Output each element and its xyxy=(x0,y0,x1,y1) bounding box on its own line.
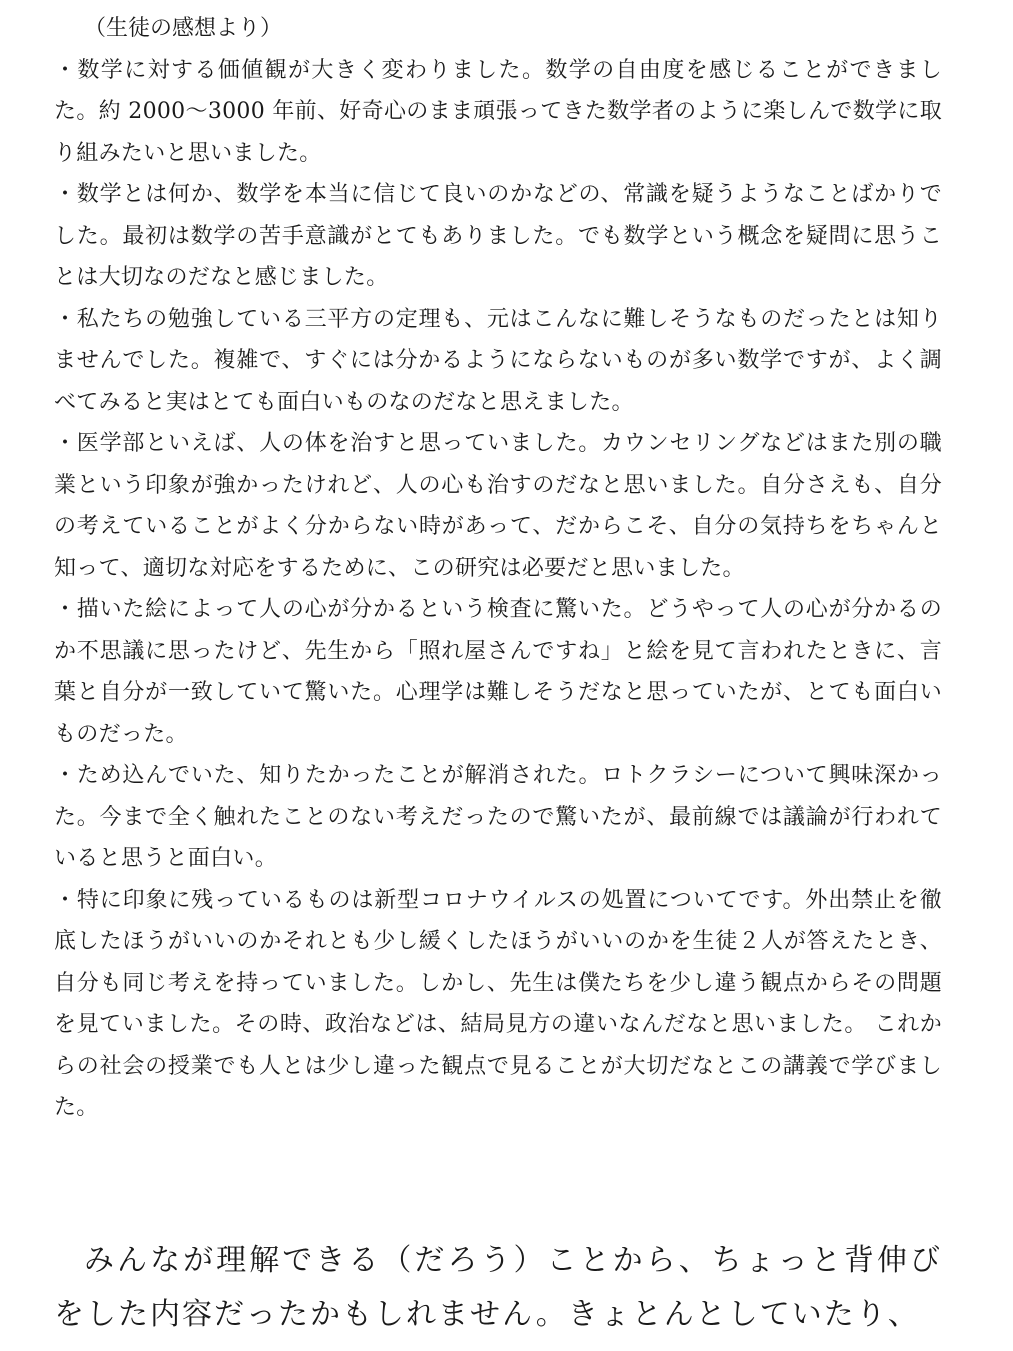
comment-item: ・特に印象に残っているものは新型コロナウイルスの処置についてです。外出禁止を徹底したほうがいいのかそれとも少し緩くしたほうがいいのかを生徒２人が答えたとき、自分も同じ考えを持っていました。しかし、先生は僕たちを少し違う観点からその問題を見ていました。その時、政治などは、結局見方の違いなんだなと思いました。 これからの社会の授業でも人とは少し違った観点で見ることが大切だなとこの講義で学びました。 xyxy=(54,887,942,1120)
section-heading: （生徒の感想より） xyxy=(84,16,283,41)
comment-item: ・描いた絵によって人の心が分かるという検査に驚いた。どうやって人の心が分かるのか不思議に思ったけど、先生から「照れ屋さんですね」と絵を見て言われたときに、言葉と自分が一致していて驚いた。心理学は難しそうだなと思っていたが、とても面白いものだった。 xyxy=(54,597,942,747)
student-comments-section xyxy=(54,8,942,1129)
comment-list xyxy=(54,50,942,1129)
comment-item: ・数学とは何か、数学を本当に信じて良いのかなどの、常識を疑うようなことばかりでした。最初は数学の苦手意識がとてもありました。でも数学という概念を疑問に思うことは大切なのだなと感じました。 xyxy=(54,182,942,290)
comment-item: ・医学部といえば、人の体を治すと思っていました。カウンセリングなどはまた別の職業という印象が強かったけれど、人の心も治すのだなと思いました。自分さえも、自分の考えていることがよく分からない時があって、だからこそ、自分の気持ちをちゃんと知って、適切な対応をするために、この研究は必要だと思いました。 xyxy=(54,431,942,581)
comment-item: ・数学に対する価値観が大きく変わりました。数学の自由度を感じることができました。約 2000～3000 年前、好奇心のまま頑張ってきた数学者のように楽しんで数学に取り組みたいと思いました。 xyxy=(54,57,942,166)
comment-item: ・ため込んでいた、知りたかったことが解消された。ロトクラシーについて興味深かった。今まで全く触れたことのない考えだったので驚いたが、最前線では議論が行われていると思うと面白い。 xyxy=(54,763,942,871)
comment-item: ・私たちの勉強している三平方の定理も、元はこんなに難しそうなものだったとは知りませんでした。複雑で、すぐには分かるようにならないものが多い数学ですが、よく調べてみると実はとても面白いものなのだなと思えました。 xyxy=(54,306,942,415)
closing-paragraph: みんなが理解できる（だろう）ことから、ちょっと背伸びをした内容だったかもしれません。きょとんとしていたり、 xyxy=(54,1243,942,1332)
